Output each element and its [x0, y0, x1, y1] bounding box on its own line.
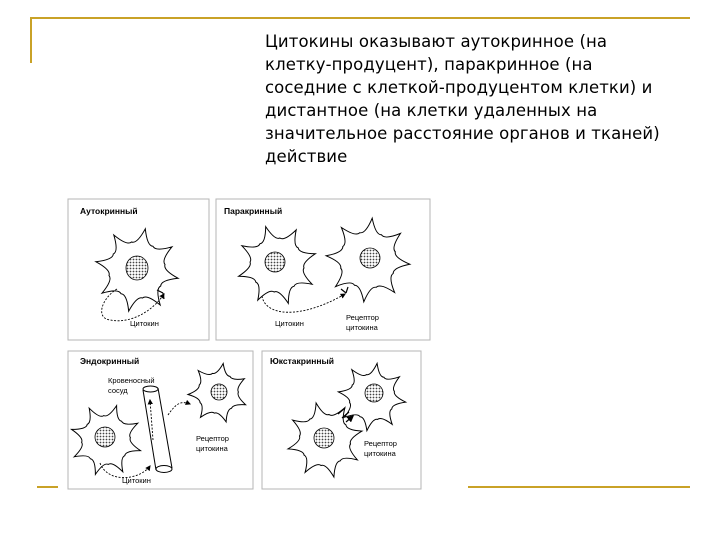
endocrine-cytokine-label: Цитокин	[122, 476, 151, 485]
endocrine-receptor-label-1: Рецептор	[196, 434, 229, 443]
cell-nucleus	[265, 252, 285, 272]
vessel-label-2: сосуд	[108, 386, 128, 395]
panel-endocrine-title: Эндокринный	[80, 356, 140, 366]
cell-nucleus	[95, 427, 115, 447]
juxtacrine-receptor-label-1: Рецептор	[364, 439, 397, 448]
paracrine-receptor-label-1: Рецептор	[346, 313, 379, 322]
vessel-label-1: Кровеносный	[108, 376, 155, 385]
endocrine-receptor-label-2: цитокина	[196, 444, 228, 453]
juxtacrine-receptor-label-2: цитокина	[364, 449, 396, 458]
paracrine-cytokine-label: Цитокин	[275, 319, 304, 328]
cell-nucleus	[314, 428, 334, 448]
panel-juxtacrine-title: Юкстакринный	[270, 356, 334, 366]
cell-nucleus	[211, 384, 227, 400]
cell-nucleus	[360, 248, 380, 268]
cell-nucleus	[365, 384, 383, 402]
panel-autocrine-title: Аутокринный	[80, 206, 138, 216]
figure-background	[58, 195, 430, 540]
autocrine-cytokine-label: Цитокин	[130, 319, 159, 328]
panel-paracrine-title: Паракринный	[224, 206, 283, 216]
cell-nucleus	[126, 256, 148, 280]
slide-body-text: Цитокины оказывают аутокринное (на клетку-продуцент), паракринное (на соседние с клеткой-продуцентом клетки) и дистантное (на клетки удаленных на значительное расстояние органов и тканей) действие	[265, 32, 660, 166]
paracrine-receptor-label-2: цитокина	[346, 323, 378, 332]
